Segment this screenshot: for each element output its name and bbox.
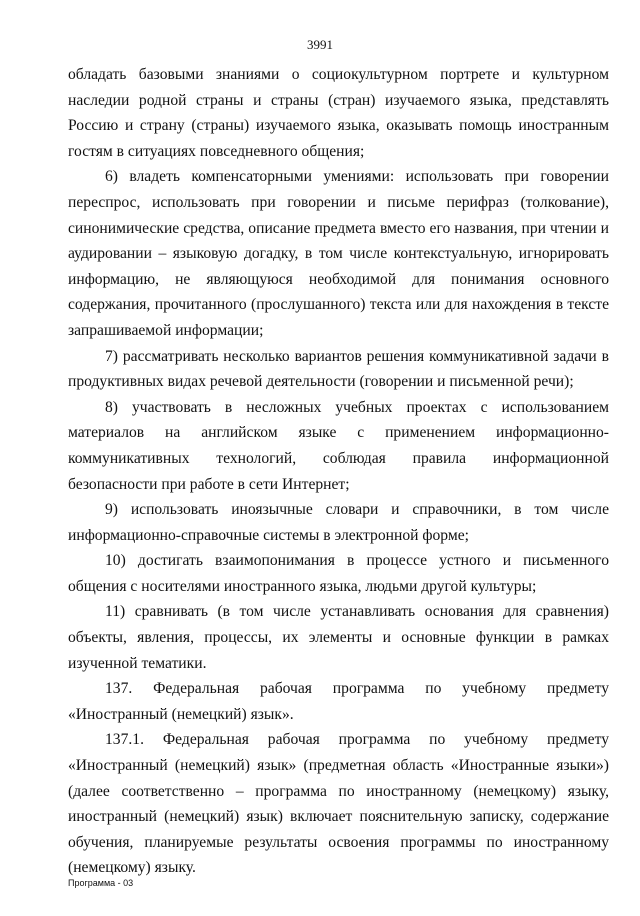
page-number: 3991 [307,37,333,52]
section-137-heading: 137. Федеральная рабочая программа по учебному предмету «Иностранный (немецкий) язык». [68,680,609,723]
document-body [68,62,609,881]
list-item-7: 7) рассматривать несколько вариантов решения коммуникативной задачи в продуктивных видах речевой деятельности (говорении и письменной речи); [68,347,609,391]
list-item-9: 9) использовать иноязычные словари и справочники, в том числе информационно-справочные системы в электронной форме; [68,501,609,544]
list-item-11: 11) сравнивать (в том числе устанавливать основания для сравнения) объекты, явления, процессы, их элементы и основные функции в рамках изученной тематики. [68,603,609,672]
paragraph-continuation: обладать базовыми знаниями о социокультурном портрете и культурном наследии родной страны и страны (стран) изучаемого языка, представлять Россию и страну (страны) изучаемого языка, оказывать помощь иностранным гостям в ситуациях повседневного общения; [68,66,609,160]
list-item-10: 10) достигать взаимопонимания в процессе устного и письменного общения с носителями иностранного языка, людьми другой культуры; [68,552,609,595]
list-item-6: 6) владеть компенсаторными умениями: использовать при говорении переспрос, использовать при говорении и письме перифраз (толкование), синонимические средства, описание предмета вместо его названия, при чтении и аудировании – языковую догадку, в том числе контекстуальную, игнорировать информацию, не являющуюся необходимой для понимания основного содержания, прочитанного (прослушанного) текста или для нахождения в тексте запрашиваемой информации; [68,168,609,339]
list-item-8: 8) участвовать в несложных учебных проектах с использованием материалов на английском языке с применением информационно-коммуникативных технологий, соблюдая правила информационной безопасности при работе в сети Интернет; [68,398,609,493]
section-137-1: 137.1. Федеральная рабочая программа по учебному предмету «Иностранный (немецкий) язык» (предметная область «Иностранные языки») (далее соответственно – программа по иностранному (немецкому) языку, иностранный (немецкий) язык) включает пояснительную записку, содержание обучения, планируемые результаты освоения программы по иностранному (немецкому) языку. [68,731,609,877]
footer-label: Программа - 03 [68,878,134,888]
